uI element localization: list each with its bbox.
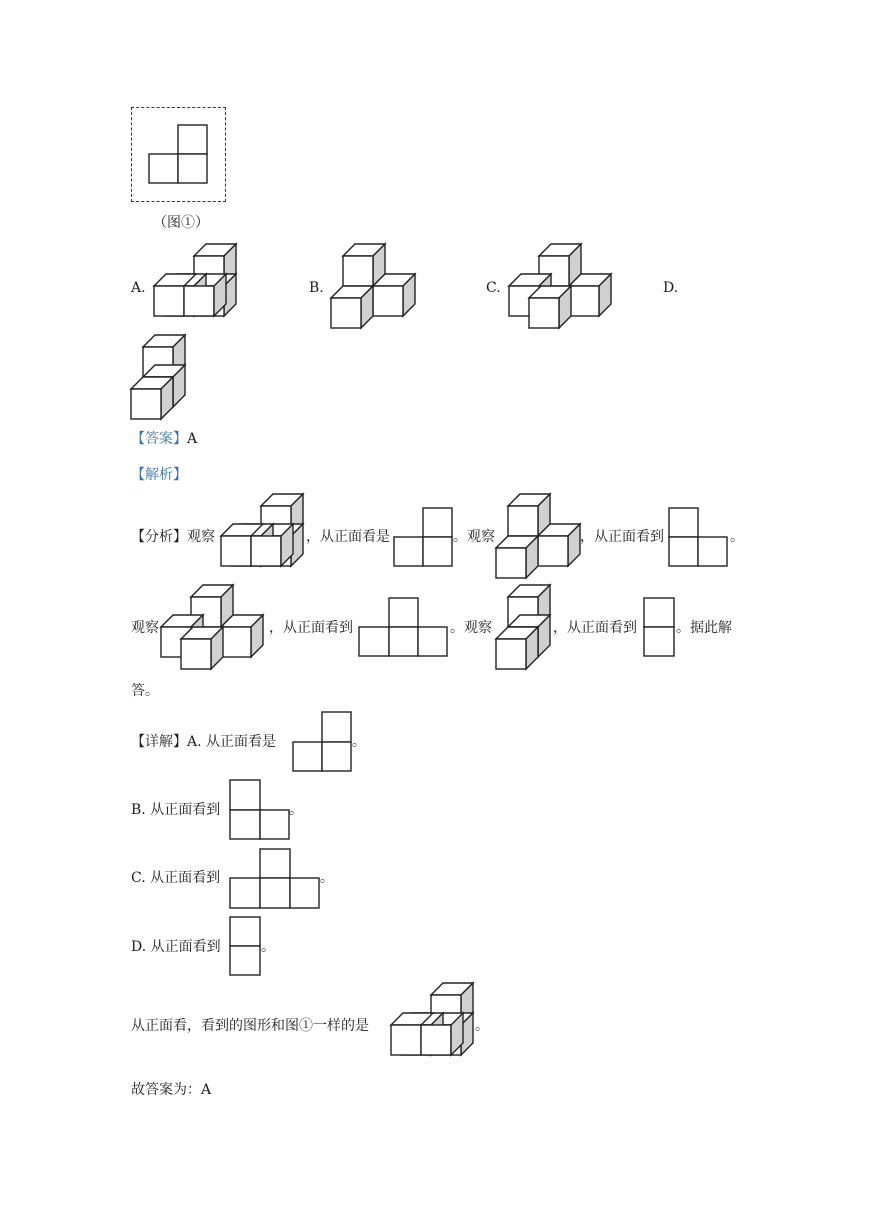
- detail-d-text: D. 从正面看到: [131, 939, 221, 955]
- detail-d-view: [229, 916, 263, 978]
- front-see-text-2: ，从正面看到: [269, 620, 353, 636]
- summary-cubes: [391, 983, 481, 1073]
- front-view-d: [643, 597, 677, 659]
- detail-tag: 【详解】: [131, 734, 187, 750]
- observe-text-4: 。观察: [450, 620, 492, 636]
- observe-text-3: 观察: [131, 620, 159, 636]
- detail-c-view: [229, 848, 321, 910]
- figure1-front-view: [148, 125, 210, 185]
- detail-b-text: B. 从正面看到: [131, 802, 221, 818]
- analysis-cubes-c: [161, 585, 271, 675]
- option-b-cubes: [331, 244, 421, 334]
- answer-line: [131, 430, 197, 448]
- option-d-label: D.: [663, 280, 679, 296]
- final-answer: 故答案为：A: [131, 1082, 212, 1098]
- front-see-text-1: ，从正面看到: [580, 529, 664, 545]
- front-view-c: [358, 597, 450, 659]
- front-see-text-3: ，从正面看到: [553, 620, 637, 636]
- conclude-text: 。据此解: [676, 620, 732, 636]
- fenxi-tag: 【分析】: [131, 529, 187, 545]
- detail-c-period: 。: [320, 870, 334, 886]
- detail-a-line: [131, 733, 276, 751]
- detail-b-view: [229, 779, 291, 841]
- front-is-text-1: ，从正面看是: [306, 529, 390, 545]
- answer-tag: 【答案】: [131, 431, 187, 447]
- detail-a-view: [292, 711, 354, 773]
- detail-b-period: 。: [289, 802, 303, 818]
- analysis-cubes-b: [496, 494, 586, 584]
- observe-text: 观察: [187, 529, 215, 545]
- analysis-tag: 【解析】: [131, 467, 187, 483]
- option-a-label: A.: [131, 280, 146, 296]
- detail-d-period: 。: [261, 939, 275, 955]
- observe-text-2: 。观察: [453, 529, 495, 545]
- option-c-cubes: [509, 244, 619, 334]
- conclude-text-2: 答。: [131, 683, 159, 699]
- option-b-label: B.: [309, 280, 324, 296]
- option-c-label: C.: [486, 280, 501, 296]
- front-view-a: [394, 507, 456, 569]
- detail-a-text: A. 从正面看是: [187, 734, 277, 750]
- detail-c-text: C. 从正面看到: [131, 870, 221, 886]
- summary-text: 从正面看，看到的图形和图①一样的是: [131, 1018, 369, 1034]
- detail-a-period: 。: [352, 734, 366, 750]
- figure1-caption: （图①）: [153, 215, 209, 231]
- analysis-cubes-a: [221, 494, 311, 584]
- option-d-cubes: [131, 335, 191, 425]
- summary-period: 。: [475, 1018, 489, 1034]
- option-a-cubes: [154, 244, 244, 334]
- answer-value: A: [187, 431, 198, 447]
- analysis-line1-start: [131, 528, 215, 546]
- front-view-b: [668, 507, 730, 569]
- period-1: 。: [730, 529, 744, 545]
- analysis-cubes-d: [496, 585, 556, 675]
